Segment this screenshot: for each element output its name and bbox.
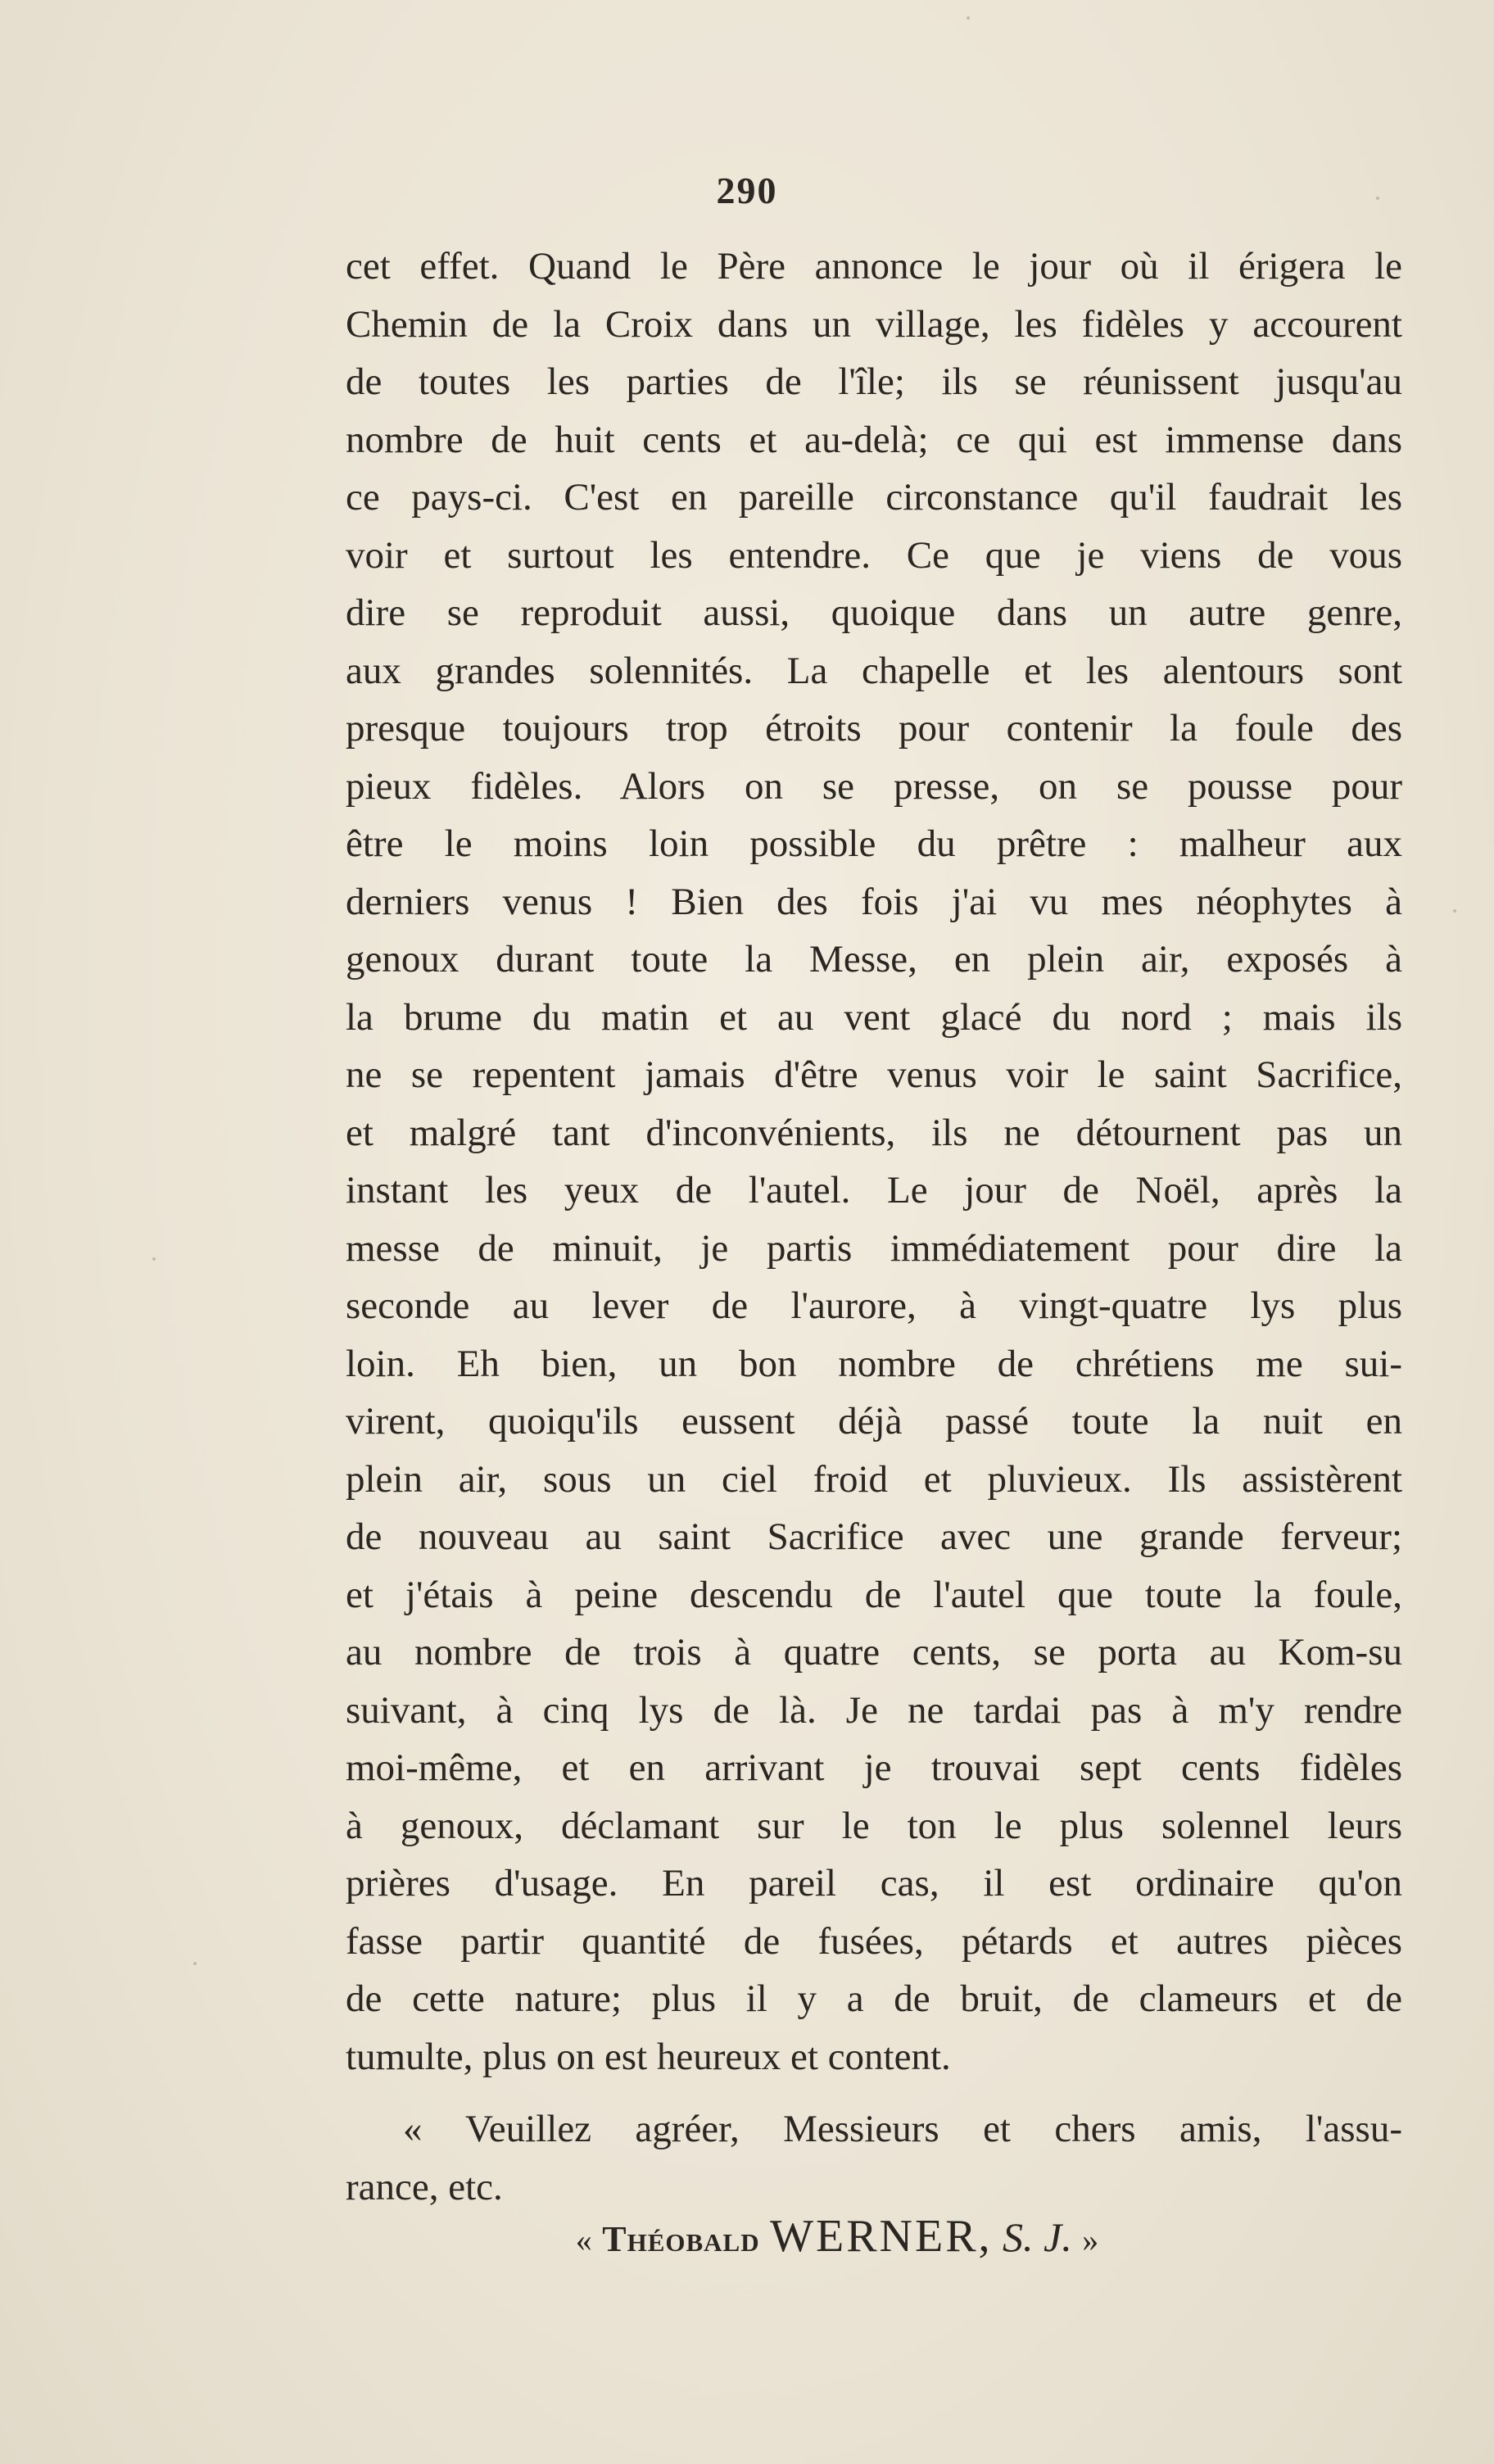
paper-speck [1453,909,1456,913]
letter-body [346,238,1402,2216]
text-line: presque toujours trop étroits pour contenir la foule des [346,707,1402,750]
text-line: et malgré tant d'inconvénients, ils ne détournent pas un [346,1111,1402,1154]
signature-last-name: WERNER, [770,2211,993,2262]
text-line: nombre de huit cents et au-delà; ce qui est immense dans [346,418,1402,461]
text-line: au nombre de trois à quatre cents, se porta au Kom-su [346,1631,1402,1674]
text-line: être le moins loin possible du prêtre : malheur aux [346,822,1402,865]
signature-open-quote: « [575,2222,592,2258]
text-line: voir et surtout les entendre. Ce que je viens de vous [346,533,1402,577]
text-line: aux grandes solennités. La chapelle et les alentours sont [346,649,1402,692]
text-line: messe de minuit, je partis immédiatement pour dire la [346,1226,1402,1270]
paper-speck [193,1962,197,1965]
text-line: prières d'usage. En pareil cas, il est ordinaire qu'on [346,1862,1402,1905]
signature [0,2204,1494,2269]
text-line: seconde au lever de l'aurore, à vingt-quatre lys plus [346,1284,1402,1327]
text-line: moi-même, et en arrivant je trouvai sept cents fidèles [346,1746,1402,1789]
text-line: et j'étais à peine descendu de l'autel que toute la foule, [346,1573,1402,1616]
text-line: Chemin de la Croix dans un village, les fidèles y accourent [346,302,1402,346]
signature-close-quote: » [1082,2222,1099,2258]
signature-order: S. J. [1003,2214,1072,2260]
text-line: suivant, à cinq lys de là. Je ne tardai pas à m'y rendre [346,1688,1402,1732]
text-line: fasse partir quantité de fusées, pétards et autres pièces [346,1919,1402,1963]
text-line: loin. Eh bien, un bon nombre de chrétiens me sui- [346,1342,1402,1385]
paragraph-gap [346,2086,1402,2100]
page-number: 290 [716,170,778,211]
text-line: instant les yeux de l'autel. Le jour de Noël, après la [346,1169,1402,1212]
text-line: de cette nature; plus il y a de bruit, de clameurs et de [346,1977,1402,2020]
text-line: dire se reproduit aussi, quoique dans un autre genre, [346,591,1402,634]
text-line: la brume du matin et au vent glacé du nord ; mais ils [346,995,1402,1039]
text-line: virent, quoiqu'ils eussent déjà passé toute la nuit en [346,1400,1402,1443]
text-line: de nouveau au saint Sacrifice avec une grande ferveur; [346,1515,1402,1558]
text-line: plein air, sous un ciel froid et pluvieux. Ils assistèrent [346,1457,1402,1501]
text-line: derniers venus ! Bien des fois j'ai vu mes néophytes à [346,880,1402,923]
text-line: ne se repentent jamais d'être venus voir le saint Sacrifice, [346,1053,1402,1096]
paper-speck [967,16,970,20]
text-line: cet effet. Quand le Père annonce le jour où il érigera le [346,245,1402,288]
text-line: pieux fidèles. Alors on se presse, on se pousse pour [346,764,1402,808]
paper-speck [152,1257,156,1261]
closing-line: rance, etc. [346,2165,503,2208]
paper-speck [1376,197,1379,200]
text-line: de toutes les parties de l'île; ils se réunissent jusqu'au [346,360,1402,403]
text-line: à genoux, déclamant sur le ton le plus solennel leurs [346,1804,1402,1847]
text-line: ce pays-ci. C'est en pareille circonstance qu'il faudrait les [346,476,1402,519]
text-line: tumulte, plus on est heureux et content. [346,2035,951,2078]
signature-first-name: Théobald [602,2219,760,2259]
closing-line: « Veuillez agréer, Messieurs et chers amis, l'assu- [403,2108,1402,2150]
text-line: genoux durant toute la Messe, en plein air, exposés à [346,938,1402,981]
